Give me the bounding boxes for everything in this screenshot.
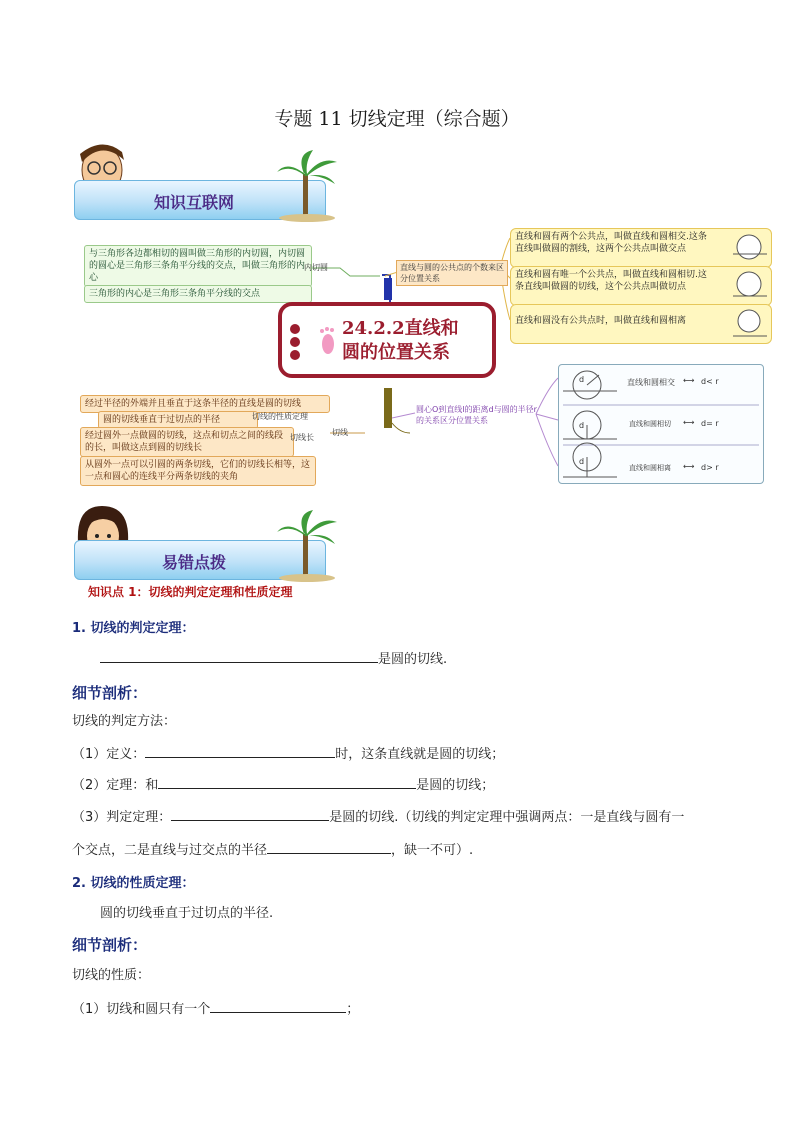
- banner-mistakes-title: 易错点拨: [162, 553, 227, 572]
- mindmap-node-tangent-length-thm: 从圆外一点可以引圆的两条切线，它们的切线长相等，这一点和圆心的连线平分两条切线的夹角: [80, 456, 316, 486]
- blank-6[interactable]: [210, 998, 346, 1013]
- mindmap-branch-incircle: 内切圆: [304, 263, 328, 272]
- mindmap-node-intersect: 直线和圆有两个公共点，叫做直线和圆相交.这条直线叫做圆的割线，这两个公共点叫做交点: [510, 228, 772, 268]
- mindmap-node-incircle-def: 与三角形各边都相切的圆叫做三角形的内切圆，内切圆的圆心是三角形三条角平分线的交点，叫做三角形的内心: [84, 245, 312, 287]
- mindmap-node-incenter: 三角形的内心是三角形三条角平分线的交点: [84, 285, 312, 303]
- distance-d-label-3: d: [579, 457, 585, 466]
- circle-intersect-icon: [733, 232, 767, 262]
- distance-d-label-2: d: [579, 421, 585, 430]
- banner-knowledge-title: 知识互联网: [154, 193, 235, 212]
- mindmap-branch-common-points: 直线与圆的公共点的个数来区分位置关系: [396, 260, 508, 286]
- mindmap-node-separate: 直线和圆没有公共点时，叫做直线和圆相离: [510, 304, 772, 344]
- footprint-icon: [318, 326, 338, 358]
- page-title: 专题 11 切线定理（综合题）: [274, 108, 520, 130]
- banner-mistakes: [72, 502, 332, 580]
- mindmap-node-tangent: 直线和圆有唯一个公共点，叫做直线和圆相切.这条直线叫做圆的切线，这个公共点叫做切点: [510, 266, 772, 306]
- circle-separate-icon: [733, 308, 767, 338]
- distance-intersect-arrow-icon: ⟷: [683, 376, 695, 385]
- mindmap-branch-length: 切线长: [290, 433, 314, 442]
- distance-tangent-label: 直线和圆相切: [629, 420, 671, 428]
- distance-tangent-rel: d= r: [701, 419, 719, 428]
- method-3: （3）判定定理： 是圆的切线.（切线的判定定理中强调两点：一是直线与圆有一: [72, 806, 732, 828]
- detail-heading-1: 细节剖析：: [72, 684, 148, 702]
- section-2-heading: 2. 切线的性质定理：: [72, 876, 195, 891]
- palm-tree-icon: [277, 150, 337, 222]
- detail-heading-2: 细节剖析：: [72, 936, 148, 954]
- blank-2[interactable]: [145, 743, 335, 758]
- property-1: （1）切线和圆只有一个 ；: [72, 998, 359, 1020]
- blank-5[interactable]: [267, 839, 391, 854]
- mindmap-branch-tangent: 切线: [332, 428, 348, 437]
- property-heading: 切线的性质：: [72, 968, 151, 983]
- method-3-cont: 个交点，二是直线与过交点的半径 ，缺一不可）.: [72, 839, 473, 861]
- mindmap: [80, 228, 766, 490]
- mindmap-node-tangent-judge: 经过半径的外端并且垂直于这条半径的直线是圆的切线: [80, 395, 330, 413]
- section-2-text: 圆的切线垂直于过切点的半径.: [100, 906, 274, 921]
- palm-tree-icon-2: [277, 510, 337, 582]
- blank-1[interactable]: [100, 648, 378, 663]
- mindmap-branch-distance: 圆心O到直线l的距离d与圆的半径r的关系区分位置关系: [416, 405, 537, 425]
- blank-3[interactable]: [158, 774, 416, 789]
- s1-line: 是圆的切线.: [100, 648, 447, 670]
- distance-intersect-rel: d< r: [701, 377, 719, 386]
- method-2: （2）定理：和 是圆的切线；: [72, 774, 494, 796]
- method-heading: 切线的判定方法：: [72, 714, 177, 729]
- mindmap-node-tangent-prop: 圆的切线垂直于过切点的半径: [98, 411, 258, 429]
- distance-tangent-arrow-icon: ⟷: [683, 418, 695, 427]
- distance-separate-rel: d> r: [701, 463, 719, 472]
- distance-separate-arrow-icon: ⟷: [683, 462, 695, 471]
- mindmap-branch-prop: 切线的性质定理: [252, 412, 308, 421]
- circle-tangent-icon: [733, 270, 767, 300]
- banner-knowledge: [72, 142, 332, 220]
- distance-separate-label: 直线和圆相离: [629, 464, 671, 472]
- section-1-heading: 1. 切线的判定定理：: [72, 621, 195, 636]
- knowledge-point-1: 知识点 1：切线的判定定理和性质定理: [88, 585, 293, 599]
- mindmap-center: [278, 302, 496, 378]
- mindmap-center-line2: 圆的位置关系: [342, 342, 450, 363]
- method-1: （1）定义： 时，这条直线就是圆的切线；: [72, 743, 504, 765]
- blank-4[interactable]: [171, 806, 329, 821]
- mindmap-distance-panel: [558, 364, 764, 484]
- distance-d-label-1: d: [579, 375, 585, 384]
- mindmap-center-line1: 24.2.2直线和: [342, 318, 459, 339]
- mindmap-node-tangent-length: 经过圆外一点做圆的切线，这点和切点之间的线段的长，叫做这点到圆的切线长: [80, 427, 294, 457]
- distance-intersect-label: 直线和圆相交: [627, 378, 675, 387]
